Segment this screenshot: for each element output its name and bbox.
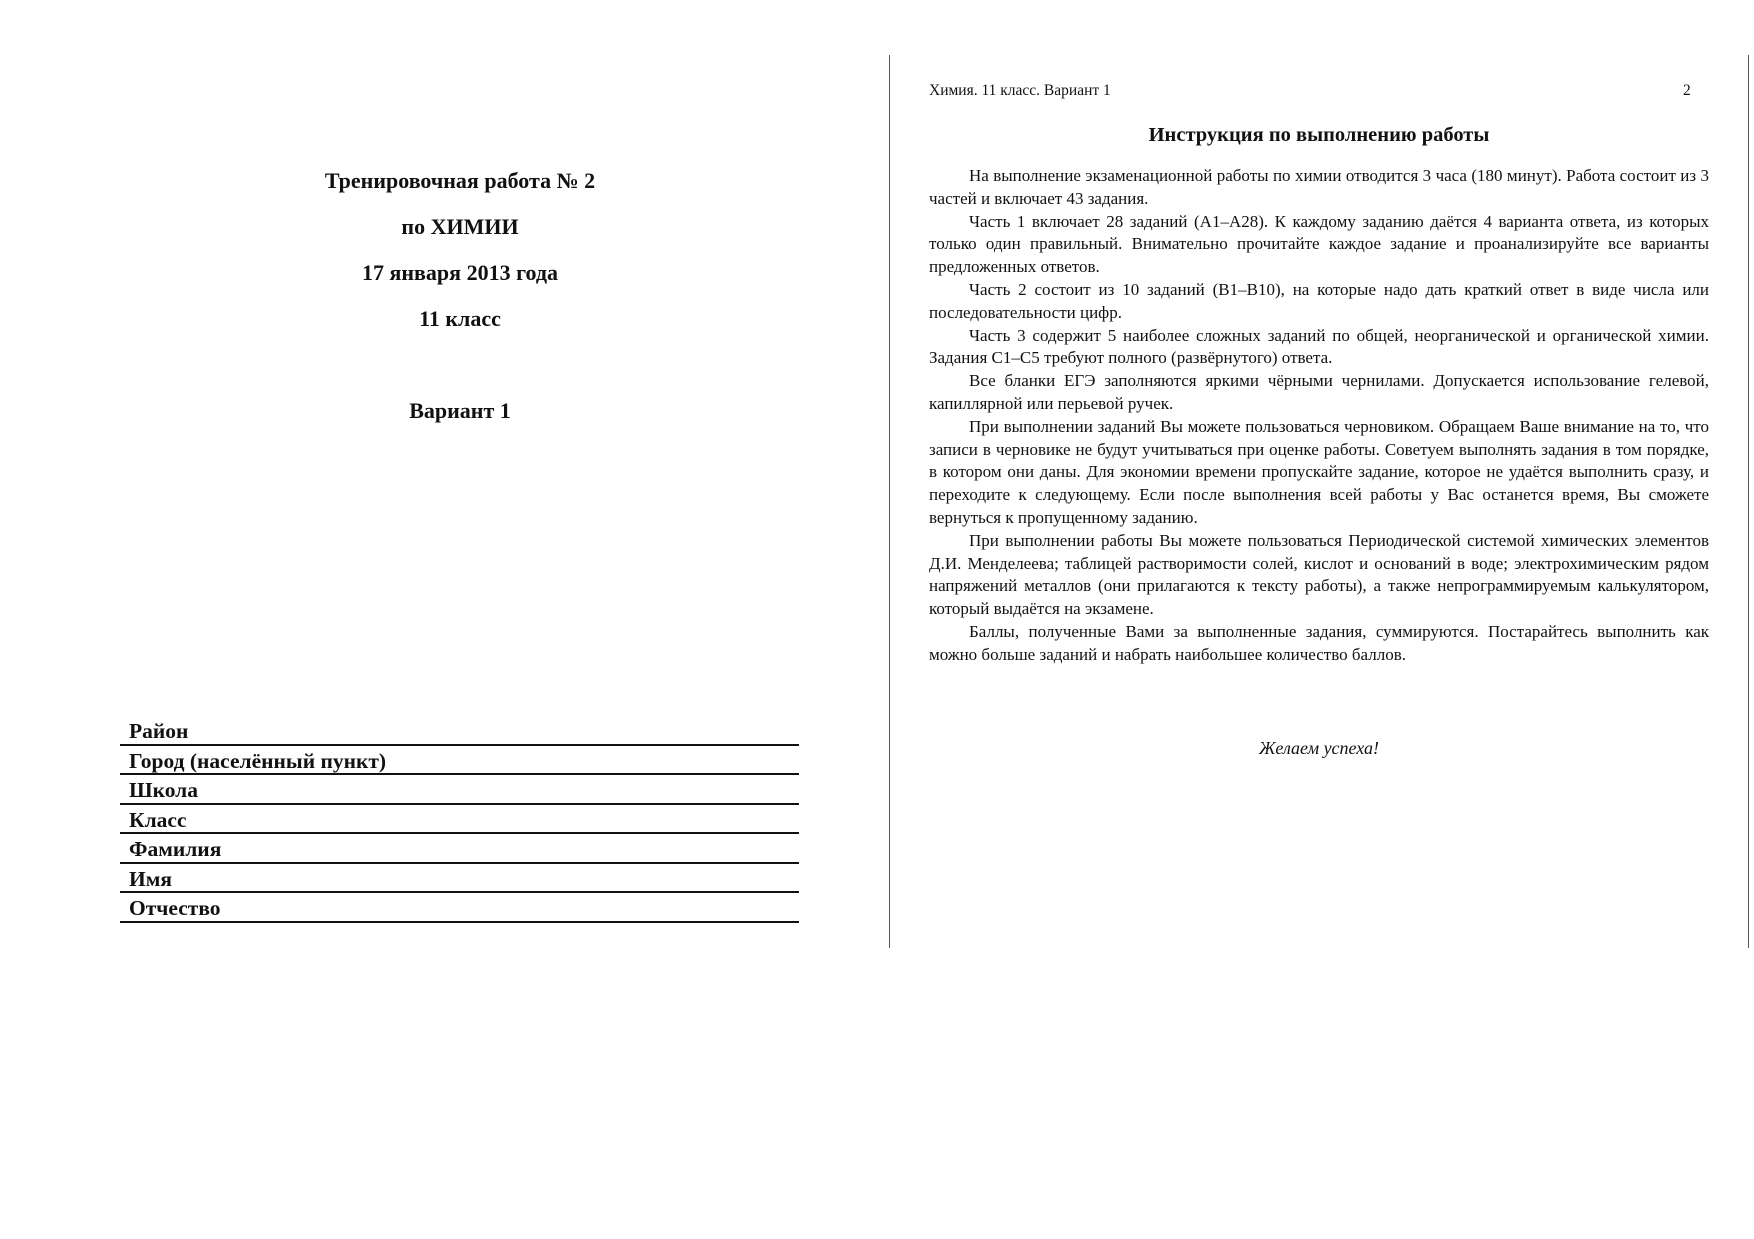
field-class: Класс bbox=[120, 805, 799, 835]
page-divider-left bbox=[889, 55, 890, 948]
instructions-body bbox=[929, 165, 1709, 667]
field-patronymic: Отчество bbox=[120, 893, 799, 923]
instruction-paragraph: При выполнении работы Вы можете пользоваться Периодической системой химических элементов Д.И. Менделеева; таблицей растворимости солей, кислот и оснований в воде; электрохимическим рядом напряжений металлов (они прилагаются к тексту работы), а также непрограммируемым калькулятором, который выдаётся на экзамене. bbox=[929, 530, 1709, 619]
instruction-paragraph: Баллы, полученные Вами за выполненные задания, суммируются. Постарайтесь выполнить как можно больше заданий и набрать наибольшее количество баллов. bbox=[929, 621, 1709, 664]
instruction-paragraph: Часть 3 содержит 5 наиболее сложных заданий по общей, неорганической и органической химии. Задания С1–С5 требуют полного (развёрнутого) ответа. bbox=[929, 325, 1709, 368]
running-header: Химия. 11 класс. Вариант 1 bbox=[929, 82, 1111, 99]
field-surname: Фамилия bbox=[120, 834, 799, 864]
student-info-form bbox=[120, 716, 799, 923]
work-title: Тренировочная работа № 2 bbox=[324, 168, 596, 193]
grade-title: 11 класс bbox=[419, 306, 501, 331]
variant-title: Вариант 1 bbox=[409, 398, 511, 423]
instruction-paragraph: Все бланки ЕГЭ заполняются яркими чёрными чернилами. Допускается использование гелевой, капиллярной или перьевой ручек. bbox=[929, 371, 1709, 413]
page-divider-right bbox=[1748, 55, 1749, 948]
instructions-title: Инструкция по выполнению работы bbox=[1148, 124, 1490, 146]
date-title: 17 января 2013 года bbox=[361, 260, 559, 285]
instruction-paragraph: При выполнении заданий Вы можете пользоваться черновиком. Обращаем Ваше внимание на то, что записи в черновике не будут учитываться при оценке работы. Советуем выполнять задания в том порядке, в котором они даны. Для экономии времени пропускайте задание, которое не удаётся выполнить сразу, и переходите к следующему. Если после выполнения всей работы у Вас останется время, Вы сможете вернуться к пропущенному заданию. bbox=[929, 416, 1709, 527]
instruction-paragraph: Часть 2 состоит из 10 заданий (В1–В10), на которые надо дать краткий ответ в виде числа или последовательности цифр. bbox=[929, 279, 1709, 322]
page-number: 2 bbox=[1683, 82, 1691, 99]
field-school: Школа bbox=[120, 775, 799, 805]
instruction-paragraph: Часть 1 включает 28 заданий (А1–А28). К каждому заданию даётся 4 варианта ответа, из которых только один правильный. Внимательно прочитайте каждое задание и проанализируйте все варианты предложенных ответов. bbox=[929, 211, 1709, 277]
instruction-paragraph: На выполнение экзаменационной работы по химии отводится 3 часа (180 минут). Работа состоит из 3 частей и включает 43 задания. bbox=[929, 166, 1709, 208]
field-name: Имя bbox=[120, 864, 799, 894]
closing-wish: Желаем успеха! bbox=[1258, 738, 1380, 758]
field-city: Город (населённый пункт) bbox=[120, 746, 799, 776]
field-district: Район bbox=[120, 716, 799, 746]
subject-title: по ХИМИИ bbox=[401, 214, 519, 239]
